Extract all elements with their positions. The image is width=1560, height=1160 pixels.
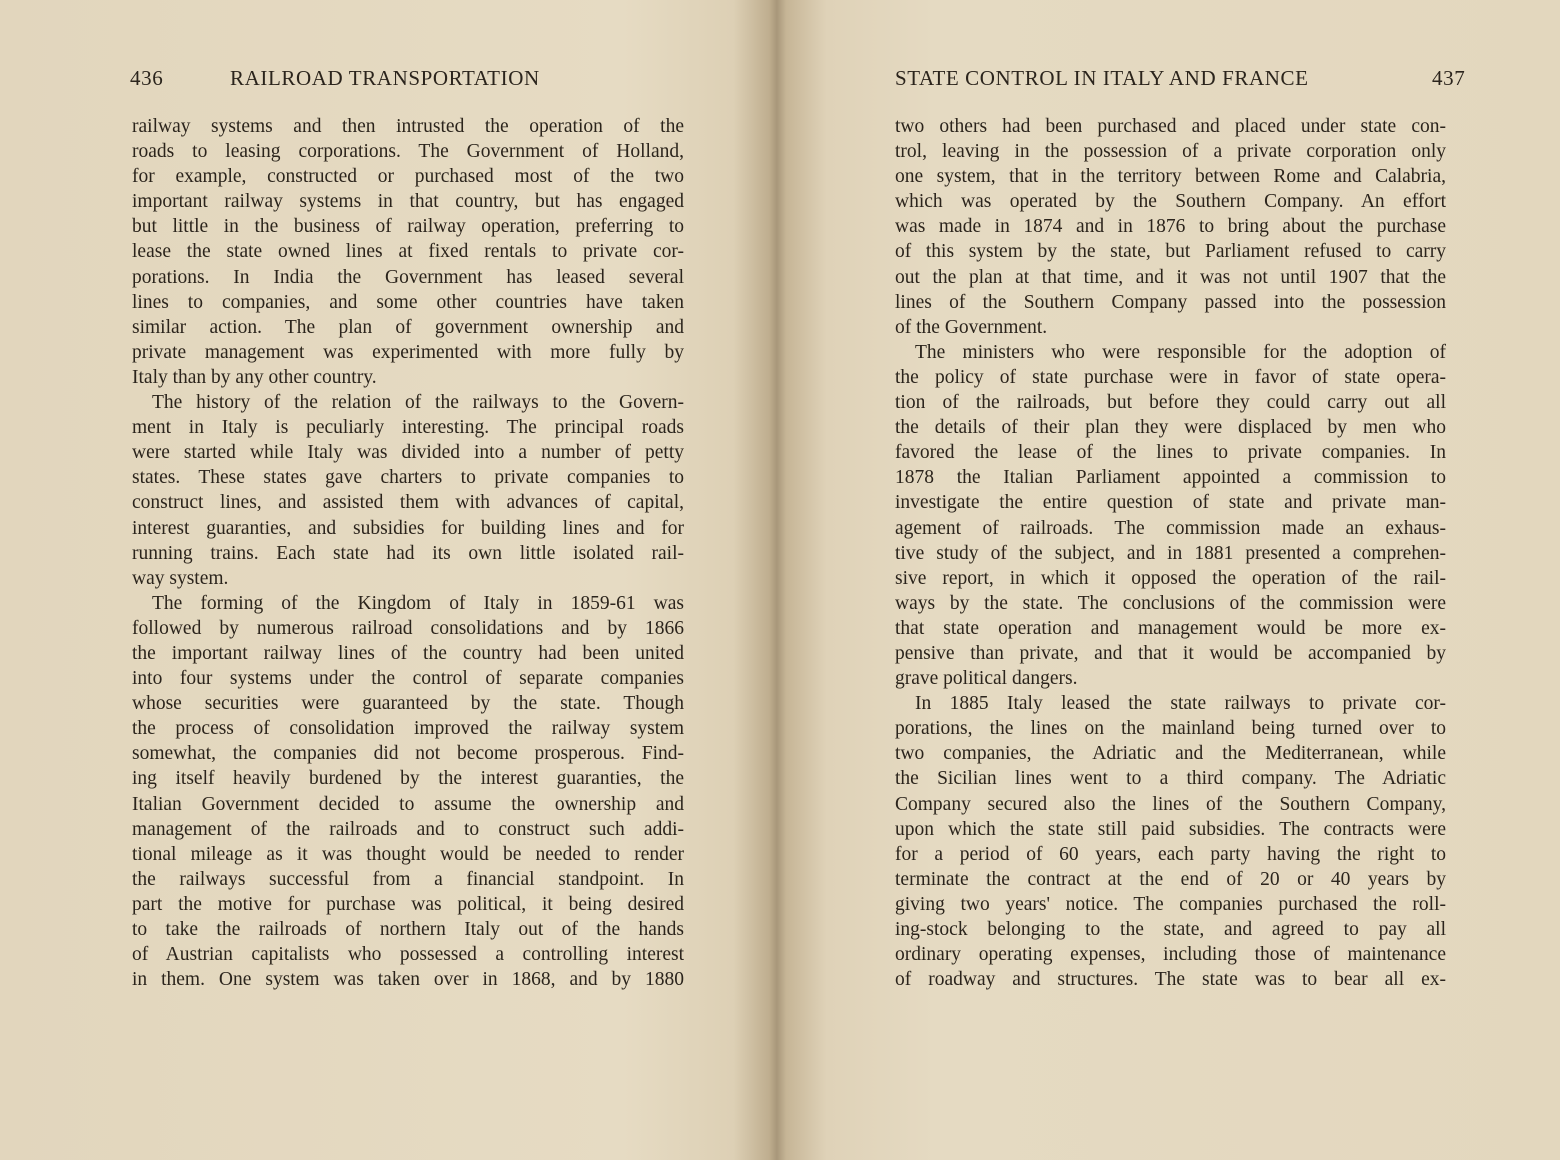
text-line: terminate the contract at the end of 20 or 40 years by (895, 868, 1446, 890)
text-line: ment in Italy is peculiarly interesting. The principal roads (132, 417, 684, 439)
text-line: was made in 1874 and in 1876 to bring about the purchase (895, 216, 1446, 238)
text-line: porations. In India the Government has leased several (132, 266, 684, 288)
text-line: The ministers who were responsible for the adoption of (915, 341, 1446, 363)
text-line: Italy than by any other country. (132, 366, 377, 388)
left-page-number: 436 (130, 66, 164, 90)
right-page-text (895, 114, 1446, 992)
text-line: for a period of 60 years, each party having the right to (895, 843, 1446, 865)
text-line: private management was experimented with more fully by (132, 341, 684, 363)
text-line: running trains. Each state had its own little isolated rail- (132, 542, 684, 564)
text-line: of the Government. (895, 316, 1048, 338)
text-line: were started while Italy was divided into a number of petty (132, 442, 684, 464)
text-line: pensive than private, and that it would be accompanied by (895, 642, 1446, 664)
text-line: way system. (132, 567, 229, 589)
text-line: management of the railroads and to construct such addi- (132, 818, 684, 840)
text-line: ordinary operating expenses, including those of maintenance (895, 944, 1446, 966)
text-line: favored the lease of the lines to private companies. In (895, 442, 1446, 464)
text-line: the Sicilian lines went to a third company. The Adriatic (895, 768, 1446, 790)
text-line: lines to companies, and some other countries have taken (132, 291, 684, 313)
text-line: ing-stock belonging to the state, and agreed to pay all (895, 919, 1446, 940)
text-line: in them. One system was taken over in 1868, and by 1880 (132, 969, 684, 991)
text-line: interest guaranties, and subsidies for building lines and for (132, 517, 684, 539)
text-line: similar action. The plan of government ownership and (132, 316, 684, 338)
text-line: railway systems and then intrusted the operation of the (132, 116, 684, 137)
text-line: upon which the state still paid subsidies. The contracts were (895, 818, 1446, 840)
text-line: which was operated by the Southern Company. An effort (895, 191, 1446, 213)
right-running-head: STATE CONTROL IN ITALY AND FRANCE (895, 66, 1309, 90)
text-line: that state operation and management would be more ex- (895, 617, 1446, 639)
text-line: the railways successful from a financial standpoint. In (132, 868, 684, 890)
text-line: somewhat, the companies did not become prosperous. Find- (132, 743, 684, 765)
text-line: The history of the relation of the railways to the Govern- (152, 392, 684, 414)
text-line: ways by the state. The conclusions of the commission were (895, 592, 1446, 614)
text-line: tive study of the subject, and in 1881 presented a comprehen- (895, 542, 1446, 564)
text-line: lines of the Southern Company passed into the possession (895, 291, 1446, 313)
text-line: part the motive for purchase was political, it being desired (132, 893, 684, 915)
text-line: to take the railroads of northern Italy out of the hands (132, 919, 684, 940)
text-line: grave political dangers. (895, 668, 1078, 690)
text-line: into four systems under the control of separate companies (132, 668, 684, 690)
text-line: for example, constructed or purchased most of the two (132, 166, 684, 188)
text-line: the process of consolidation improved the railway system (132, 718, 684, 740)
text-line: giving two years' notice. The companies purchased the roll- (895, 893, 1446, 915)
text-line: followed by numerous railroad consolidations and by 1866 (132, 617, 684, 639)
left-running-head: RAILROAD TRANSPORTATION (230, 66, 540, 90)
text-line: of roadway and structures. The state was to bear all ex- (895, 969, 1446, 991)
text-line: lease the state owned lines at fixed rentals to private cor- (132, 241, 684, 263)
text-line: investigate the entire question of state and private man- (895, 492, 1446, 514)
text-line: porations, the lines on the mainland being turned over to (895, 718, 1446, 740)
text-line: two others had been purchased and placed under state con- (895, 116, 1446, 137)
text-line: two companies, the Adriatic and the Mediterranean, while (895, 743, 1446, 765)
text-line: the details of their plan they were displaced by men who (895, 417, 1446, 439)
text-line: important railway systems in that country, but has engaged (132, 191, 684, 213)
text-line: of Austrian capitalists who possessed a controlling interest (132, 944, 684, 966)
text-line: agement of railroads. The commission made an exhaus- (895, 517, 1446, 539)
text-line: of this system by the state, but Parliament refused to carry (895, 241, 1446, 263)
text-line: tion of the railroads, but before they could carry out all (895, 392, 1446, 414)
text-line: sive report, in which it opposed the operation of the rail- (895, 567, 1446, 589)
text-line: the important railway lines of the country had been united (132, 642, 684, 664)
text-line: but little in the business of railway operation, preferring to (132, 216, 684, 238)
text-line: states. These states gave charters to private companies to (132, 467, 684, 489)
text-line: Italian Government decided to assume the ownership and (132, 793, 684, 815)
text-line: out the plan at that time, and it was not until 1907 that the (895, 266, 1446, 288)
text-line: ing itself heavily burdened by the interest guaranties, the (132, 768, 684, 790)
text-line: In 1885 Italy leased the state railways to private cor- (915, 693, 1446, 715)
text-line: construct lines, and assisted them with advances of capital, (132, 492, 684, 514)
right-page-number: 437 (1432, 66, 1466, 90)
text-line: one system, that in the territory between Rome and Calabria, (895, 166, 1446, 188)
text-line: trol, leaving in the possession of a private corporation only (895, 141, 1446, 163)
right-page (780, 0, 1560, 1160)
left-page-text (132, 114, 684, 992)
text-line: tional mileage as it was thought would be needed to render (132, 843, 684, 865)
text-line: 1878 the Italian Parliament appointed a commission to (895, 467, 1446, 489)
text-line: the policy of state purchase were in favor of state opera- (895, 366, 1446, 388)
text-line: whose securities were guaranteed by the state. Though (132, 693, 684, 715)
text-line: The forming of the Kingdom of Italy in 1859-61 was (152, 592, 684, 614)
text-line: roads to leasing corporations. The Government of Holland, (132, 141, 684, 163)
text-line: Company secured also the lines of the Southern Company, (895, 793, 1446, 815)
